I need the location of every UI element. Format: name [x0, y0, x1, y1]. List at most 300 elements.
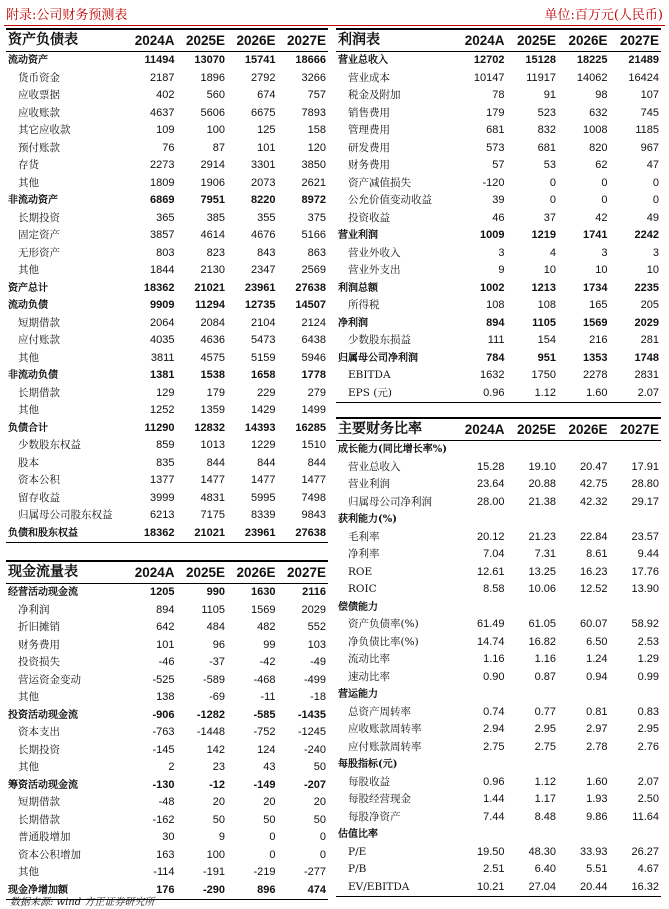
income-row-label: 利润总额 — [338, 282, 378, 294]
ratios-year-header: 2024A — [455, 418, 507, 441]
income-cell: 0 — [601, 176, 608, 189]
balance-cell: 21021 — [177, 525, 228, 543]
balance-cell: 835 — [156, 456, 175, 469]
ratios-row-label: 获利能力(%) — [338, 514, 397, 525]
income-cell: 681 — [486, 124, 505, 136]
ratios-table — [336, 417, 661, 897]
cashflow-cell: -525 — [152, 673, 175, 686]
balance-row-label: 负债合计 — [8, 422, 48, 434]
ratios-row-label: 偿债能力 — [338, 601, 378, 613]
ratios-row-label: 毛利率 — [348, 530, 380, 543]
ratios-cell: 28.00 — [476, 495, 505, 508]
balance-row-label: 股本 — [18, 456, 39, 469]
ratios-cell: 1.17 — [534, 793, 556, 805]
ratios-cell — [455, 441, 507, 459]
income-cell: 3 — [498, 246, 505, 259]
balance-cell: 4676 — [251, 229, 276, 241]
balance-cell: 2187 — [150, 71, 175, 84]
income-cell: 4 — [549, 246, 556, 259]
balance-cell: 674 — [257, 89, 276, 101]
cashflow-row-label: 长期借款 — [18, 813, 60, 826]
ratios-panel — [336, 417, 661, 897]
income-cell: 10 — [543, 264, 556, 276]
balance-row-label: 资本公积 — [18, 474, 60, 486]
income-cell: 49 — [646, 211, 659, 224]
balance-cell: 4614 — [200, 229, 225, 241]
ratios-cell: 23.57 — [631, 530, 659, 543]
income-row — [336, 210, 661, 228]
cashflow-row — [6, 602, 328, 620]
balance-cell: 3811 — [150, 351, 175, 364]
balance-cell: 863 — [307, 246, 326, 259]
ratios-row-label: 应收账款周转率 — [348, 723, 422, 735]
cashflow-row-label: 投资活动现金流 — [8, 709, 78, 721]
ratios-row — [336, 739, 661, 757]
balance-cell: 18362 — [143, 281, 175, 294]
ratios-row-label: 营业总收入 — [348, 460, 401, 473]
balance-cell: 3850 — [301, 159, 326, 171]
income-statement-table — [336, 28, 661, 403]
balance-row-label: 短期借款 — [18, 316, 60, 329]
income-cell: 784 — [486, 351, 505, 364]
balance-row-label: 非流动资产 — [8, 195, 58, 206]
ratios-row-label: 每股指标(元) — [338, 759, 398, 770]
ratios-cell — [507, 511, 559, 529]
ratios-row — [336, 546, 661, 564]
cashflow-row-label: 净利润 — [18, 603, 50, 616]
ratios-cell: 1.24 — [586, 653, 608, 665]
ratios-cell: 58.92 — [631, 618, 659, 630]
balance-row — [6, 52, 328, 70]
ratios-row-label: 净利率 — [348, 548, 380, 560]
cashflow-cell: -240 — [303, 743, 326, 756]
cashflow-cell: 103 — [307, 638, 326, 651]
cashflow-cell: -468 — [253, 673, 276, 686]
ratios-cell: 0.81 — [586, 705, 608, 718]
income-row — [336, 52, 661, 70]
ratios-cell: 2.50 — [637, 793, 659, 805]
income-cell: 12702 — [473, 54, 505, 66]
ratios-row — [336, 581, 661, 599]
ratios-cell: 20.88 — [528, 478, 556, 490]
balance-row — [6, 385, 328, 403]
balance-cell: 101 — [257, 141, 276, 154]
income-cell: 745 — [640, 106, 659, 119]
ratios-cell: 1.93 — [586, 793, 608, 805]
cashflow-cell: 474 — [278, 882, 329, 900]
ratios-cell: 6.50 — [586, 635, 608, 648]
ratios-cell: 1.16 — [534, 653, 556, 665]
cashflow-row — [6, 707, 328, 725]
income-row — [336, 350, 661, 368]
ratios-cell: 17.76 — [631, 565, 659, 578]
income-row-label: 所得税 — [348, 299, 380, 311]
cashflow-cell: -1282 — [196, 708, 225, 721]
balance-cell: 4636 — [200, 334, 225, 346]
balance-cell: 87 — [212, 141, 225, 154]
income-cell: 1741 — [583, 229, 608, 241]
cashflow-row — [6, 812, 328, 830]
ratios-cell: 13.90 — [631, 583, 659, 595]
income-row-label: 税金及附加 — [348, 89, 401, 101]
cashflow-panel — [6, 560, 328, 900]
income-row — [336, 70, 661, 88]
income-cell: 165 — [589, 299, 608, 311]
cashflow-cell: -46 — [158, 656, 175, 668]
balance-sheet-body — [6, 29, 328, 543]
ratios-cell — [455, 511, 507, 529]
ratios-header-row — [336, 418, 661, 441]
balance-row-label: 其他 — [18, 351, 39, 364]
balance-row — [6, 455, 328, 473]
balance-row — [6, 140, 328, 158]
income-cell: 1105 — [532, 316, 556, 329]
ratios-row-label: ROE — [348, 565, 373, 578]
ratios-cell — [610, 686, 662, 704]
report-header — [4, 0, 665, 26]
ratios-row-label: ROIC — [348, 583, 377, 595]
income-row-label: 销售费用 — [348, 106, 390, 119]
ratios-cell: 0.74 — [483, 705, 505, 718]
income-cell: 1219 — [531, 229, 556, 241]
ratios-cell — [455, 599, 507, 617]
balance-row — [6, 525, 328, 543]
ratios-cell: 7.44 — [483, 810, 505, 823]
balance-cell: 4831 — [200, 491, 225, 504]
ratios-cell: 2.97 — [586, 723, 608, 735]
balance-row — [6, 157, 328, 175]
income-cell: 1632 — [480, 369, 505, 381]
ratios-cell: 2.75 — [534, 740, 556, 753]
balance-cell: 23961 — [227, 525, 278, 543]
balance-row-label: 应收账款 — [18, 106, 60, 119]
cashflow-cell: 896 — [227, 882, 278, 900]
cashflow-cell: -906 — [152, 708, 175, 721]
ratios-row-label: 净负债比率(%) — [348, 635, 419, 648]
ratios-cell: 8.48 — [534, 810, 556, 823]
balance-cell: 2347 — [251, 264, 276, 276]
balance-cell: 9909 — [150, 299, 175, 311]
ratios-cell: 0.83 — [637, 705, 659, 718]
ratios-row-label: 营业利润 — [348, 478, 390, 490]
balance-row — [6, 245, 328, 263]
cashflow-cell: 0 — [269, 848, 276, 861]
cashflow-cell: -48 — [158, 796, 175, 808]
income-row — [336, 227, 661, 245]
ratios-cell — [507, 756, 559, 774]
income-row-label: 营业外收入 — [348, 246, 401, 259]
ratios-row-label: 估值比率 — [338, 829, 378, 840]
income-cell: 14062 — [576, 71, 608, 84]
ratios-row — [336, 669, 661, 687]
income-cell: 18225 — [576, 54, 608, 66]
ratios-cell: 20.12 — [476, 530, 505, 543]
ratios-body — [336, 418, 661, 897]
income-cell: 53 — [543, 159, 556, 171]
cashflow-cell: 0 — [319, 831, 326, 843]
cashflow-table — [6, 560, 328, 900]
balance-cell: 11290 — [144, 421, 175, 434]
balance-cell: 5995 — [251, 491, 276, 504]
ratios-year-header: 2026E — [558, 418, 610, 441]
ratios-row — [336, 494, 661, 512]
cashflow-row-label: 普通股增加 — [18, 831, 71, 843]
cashflow-header-row — [6, 561, 328, 584]
balance-row — [6, 437, 328, 455]
balance-cell: 23961 — [244, 281, 276, 294]
balance-cell: 129 — [156, 386, 175, 399]
balance-cell: 279 — [307, 386, 326, 399]
income-cell: 0 — [549, 194, 556, 206]
balance-cell: 2104 — [251, 316, 276, 329]
ratios-cell: 21.23 — [528, 530, 556, 543]
balance-row-label: 非流动负债 — [8, 370, 58, 381]
income-cell: 1009 — [480, 229, 505, 241]
balance-cell: 1359 — [200, 404, 225, 416]
balance-row — [6, 70, 328, 88]
cashflow-cell: 50 — [263, 813, 276, 826]
ratios-cell: 1.16 — [483, 653, 505, 665]
income-cell: 0 — [549, 176, 556, 189]
cashflow-row — [6, 742, 328, 760]
ratios-cell: 29.17 — [631, 495, 659, 508]
balance-cell: 3301 — [251, 159, 276, 171]
ratios-row-label: 营运能力 — [338, 689, 378, 700]
income-row-label: 公允价值变动收益 — [348, 194, 432, 206]
cashflow-cell: 20 — [313, 796, 326, 808]
cashflow-cell: 0 — [319, 848, 326, 861]
balance-row-label: 归属母公司股东权益 — [18, 509, 113, 521]
income-cell: 11917 — [526, 71, 556, 84]
cashflow-cell: -11 — [260, 691, 276, 703]
ratios-cell — [455, 756, 507, 774]
cashflow-cell: 142 — [206, 743, 225, 756]
balance-cell: 843 — [257, 246, 276, 259]
cashflow-cell: -585 — [253, 708, 276, 721]
balance-cell: 1477 — [301, 474, 326, 486]
balance-year-header: 2024A — [126, 29, 177, 52]
ratios-cell: 9.86 — [586, 810, 608, 823]
cashflow-cell: 1630 — [251, 586, 276, 598]
cashflow-row — [6, 689, 328, 707]
balance-cell: 2124 — [301, 316, 326, 329]
ratios-row — [336, 809, 661, 827]
income-cell: 1748 — [634, 351, 659, 364]
income-cell: 1185 — [635, 124, 659, 136]
ratios-cell — [558, 599, 610, 617]
income-cell: 1.60 — [558, 385, 610, 403]
balance-cell: 1377 — [150, 474, 175, 486]
ratios-cell: 22.84 — [579, 530, 608, 543]
income-row — [336, 87, 661, 105]
cashflow-row-label: 短期借款 — [18, 796, 60, 808]
cashflow-cell: -1435 — [297, 708, 326, 721]
balance-cell: 12735 — [244, 299, 276, 311]
ratios-row-label: 资产负债率(%) — [348, 618, 419, 630]
ratios-row — [336, 844, 661, 862]
income-cell: 10 — [595, 264, 608, 276]
balance-row — [6, 315, 328, 333]
ratios-row — [336, 476, 661, 494]
ratios-cell — [610, 511, 662, 529]
income-cell: 16424 — [628, 71, 659, 84]
ratios-cell: 10.21 — [455, 879, 507, 897]
balance-cell: 4575 — [200, 351, 225, 364]
balance-cell: 120 — [307, 141, 326, 154]
ratios-cell: 2.75 — [483, 740, 505, 753]
balance-row — [6, 210, 328, 228]
ratios-row-label: P/E — [348, 845, 367, 858]
balance-cell: 109 — [156, 124, 175, 136]
income-cell: 47 — [646, 159, 659, 171]
ratios-row-label: 总资产周转率 — [348, 705, 411, 718]
ratios-year-header: 2027E — [610, 418, 662, 441]
cashflow-row-label: 筹资活动现金流 — [8, 779, 78, 791]
balance-year-header: 2025E — [177, 29, 228, 52]
cashflow-cell: 176 — [126, 882, 177, 900]
income-year-header: 2026E — [558, 29, 610, 52]
cashflow-cell: 2029 — [301, 603, 326, 616]
cashflow-cell: 20 — [212, 796, 225, 808]
ratios-cell: 1.29 — [637, 653, 659, 665]
ratios-cell — [610, 756, 662, 774]
ratios-cell: 0.77 — [534, 705, 556, 718]
balance-cell: 2569 — [301, 264, 326, 276]
income-row-label: 营业外支出 — [348, 264, 401, 276]
ratios-cell: 20.47 — [579, 460, 608, 473]
ratios-row — [336, 774, 661, 792]
ratios-cell: 7.04 — [483, 548, 505, 560]
cashflow-cell: -37 — [209, 656, 225, 668]
ratios-row — [336, 459, 661, 477]
cashflow-cell: 30 — [162, 831, 175, 843]
income-cell: 1734 — [583, 281, 608, 294]
cashflow-cell: 482 — [257, 621, 276, 633]
balance-cell: 27638 — [278, 525, 329, 543]
income-cell: 216 — [589, 334, 608, 346]
cashflow-cell: 9 — [218, 831, 225, 843]
ratios-cell: 0.96 — [483, 775, 505, 788]
ratios-cell: 42.32 — [579, 495, 608, 508]
balance-cell: 823 — [206, 246, 225, 259]
ratios-cell: 14.74 — [476, 635, 505, 648]
balance-cell: 8972 — [301, 194, 326, 206]
cashflow-cell: 50 — [313, 761, 326, 773]
cashflow-cell: -130 — [152, 778, 175, 791]
income-cell: 21489 — [628, 54, 659, 66]
ratios-row-label: 成长能力(同比增长率%) — [338, 444, 447, 455]
balance-row-label: 其他 — [18, 264, 39, 276]
balance-row — [6, 507, 328, 525]
balance-cell: 4637 — [150, 106, 175, 119]
cashflow-cell: -277 — [303, 866, 326, 878]
income-cell: 46 — [492, 211, 505, 224]
cashflow-cell: 101 — [156, 638, 175, 651]
cashflow-cell: -219 — [253, 866, 276, 878]
balance-cell: 1778 — [301, 369, 326, 381]
ratios-cell: 16.32 — [610, 879, 662, 897]
ratios-cell — [507, 441, 559, 459]
ratios-cell — [558, 826, 610, 844]
balance-row-label: 长期借款 — [18, 386, 60, 399]
income-cell: 2278 — [583, 369, 608, 381]
income-row-label: 财务费用 — [348, 159, 390, 171]
ratios-row — [336, 634, 661, 652]
income-statement-body — [336, 29, 661, 403]
ratios-cell: 0.87 — [534, 670, 556, 683]
balance-row-label: 负债和股东权益 — [6, 525, 126, 543]
ratios-cell: 6.40 — [534, 863, 556, 875]
balance-cell: 1477 — [200, 474, 225, 486]
ratios-cell: 0.99 — [637, 670, 659, 683]
income-cell: 2242 — [634, 229, 659, 241]
ratios-cell: 1.12 — [534, 775, 556, 788]
income-cell: 832 — [537, 124, 556, 136]
cashflow-row-label: 其他 — [18, 761, 39, 773]
ratios-row-label: 速动比率 — [348, 670, 390, 683]
balance-year-header: 2027E — [278, 29, 329, 52]
cashflow-cell: 1569 — [251, 603, 276, 616]
cashflow-row-label: 其他 — [18, 691, 39, 703]
ratios-row — [336, 826, 661, 844]
cashflow-cell: 96 — [212, 638, 225, 651]
income-row-label: EBITDA — [348, 369, 391, 381]
balance-cell: 2073 — [251, 176, 276, 189]
balance-cell: 3266 — [301, 71, 326, 84]
balance-cell: 1844 — [150, 264, 175, 276]
cashflow-row — [6, 637, 328, 655]
ratios-cell — [558, 686, 610, 704]
balance-row-label: 存货 — [18, 159, 39, 171]
ratios-row-label: EV/EBITDA — [336, 879, 455, 897]
balance-cell: 76 — [162, 141, 175, 154]
balance-cell: 1658 — [251, 369, 276, 381]
cashflow-cell: 138 — [156, 691, 175, 703]
ratios-cell — [455, 686, 507, 704]
balance-row-label: 预付账款 — [18, 141, 60, 154]
ratios-row — [336, 879, 661, 897]
income-cell: 179 — [486, 106, 505, 119]
ratios-cell: 4.67 — [637, 863, 659, 875]
ratios-cell: 42.75 — [579, 478, 608, 490]
balance-cell: 365 — [156, 211, 175, 224]
income-cell: 281 — [640, 334, 659, 346]
balance-cell: 5166 — [301, 229, 326, 241]
income-row — [336, 280, 661, 298]
ratios-cell — [610, 441, 662, 459]
income-cell: 2235 — [634, 281, 659, 294]
ratios-cell: 2.95 — [637, 723, 659, 735]
income-cell: 681 — [537, 141, 556, 154]
ratios-cell: 8.58 — [483, 583, 505, 595]
balance-cell: 1477 — [251, 474, 276, 486]
cashflow-row-label: 经营活动现金流 — [8, 587, 78, 598]
ratios-row — [336, 529, 661, 547]
ratios-row-label: 归属母公司净利润 — [348, 495, 432, 508]
cashflow-cell: -145 — [152, 743, 175, 756]
balance-cell: 355 — [257, 211, 276, 224]
ratios-cell: 8.61 — [586, 548, 608, 560]
balance-cell: 1896 — [200, 71, 225, 84]
cashflow-year-header: 2027E — [278, 561, 329, 584]
balance-cell: 229 — [257, 386, 276, 399]
income-cell: 205 — [640, 299, 659, 311]
income-row — [336, 105, 661, 123]
balance-cell: 5159 — [251, 351, 276, 364]
income-cell: 98 — [595, 89, 608, 101]
income-cell: 967 — [640, 141, 659, 154]
balance-cell: 3999 — [150, 491, 175, 504]
